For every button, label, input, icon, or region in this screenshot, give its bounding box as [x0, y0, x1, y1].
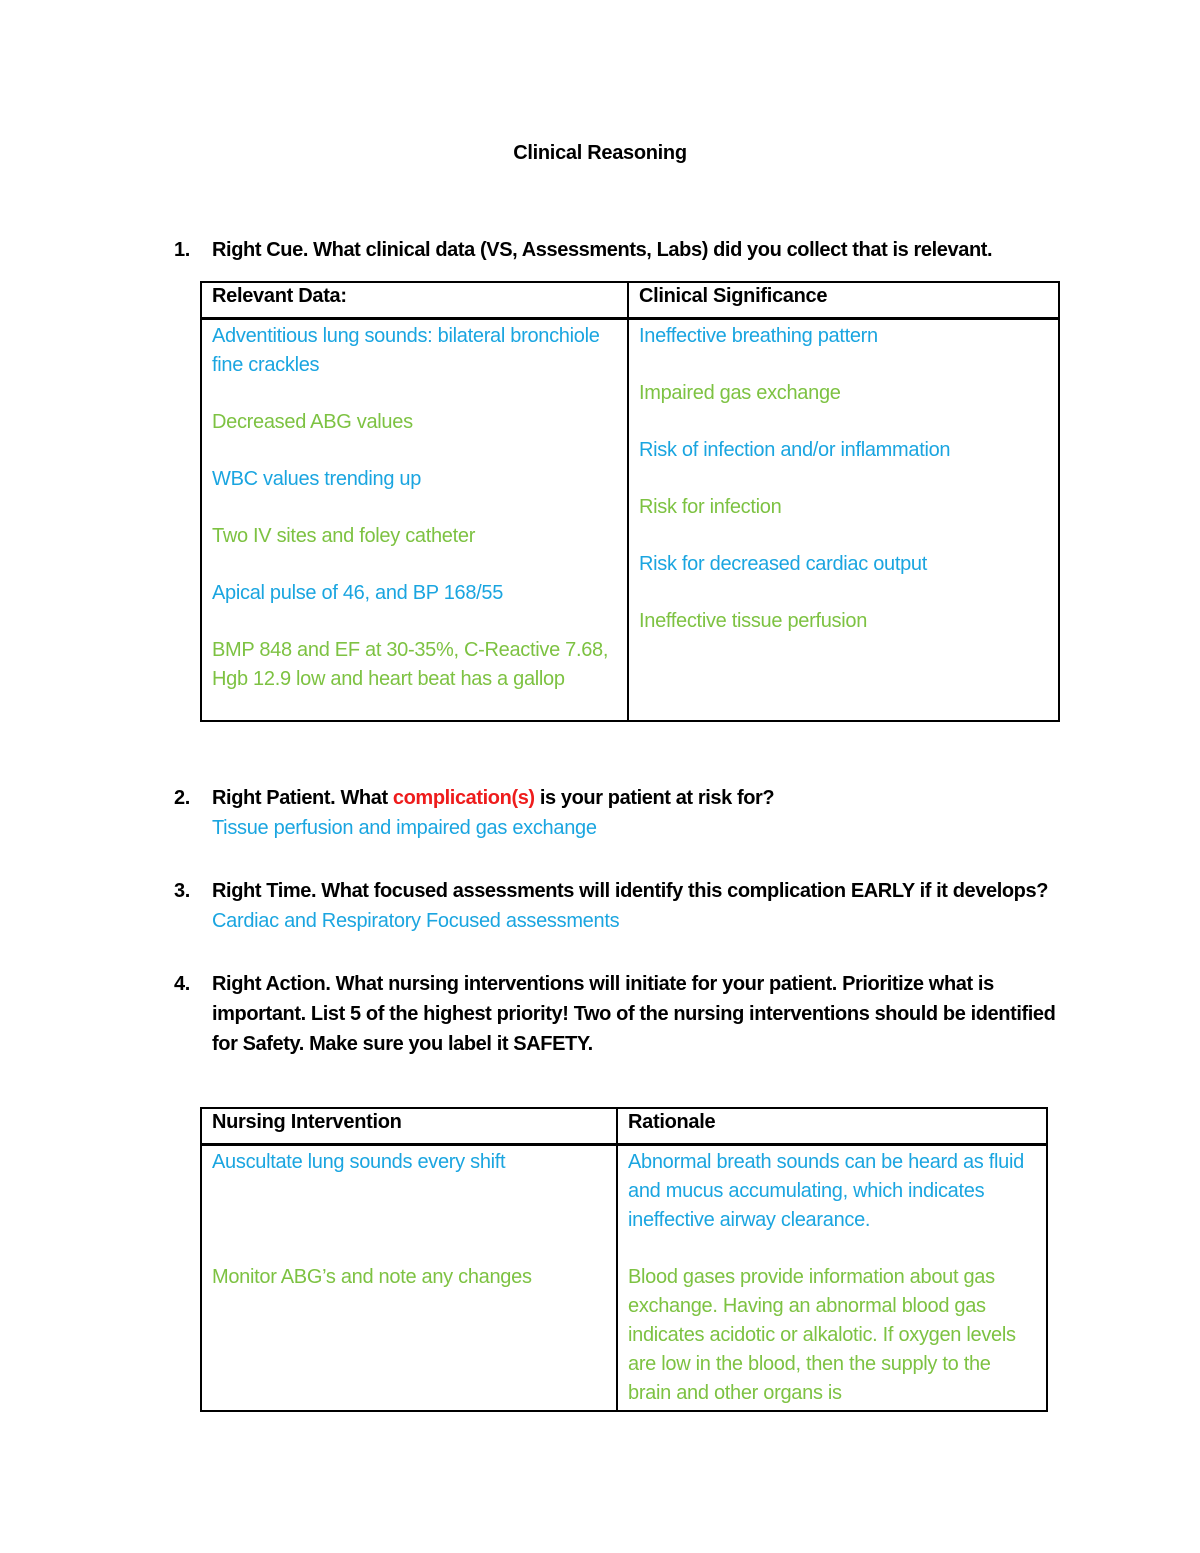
- question-text: Right Time. What focused assessments will identify this complication EARLY if it develops?: [212, 880, 1049, 902]
- intervention-cell: [201, 1145, 617, 1412]
- list-item: Ineffective tissue perfusion: [638, 610, 868, 632]
- list-item: Two IV sites and foley catheter: [212, 525, 476, 547]
- question-number: 3.: [174, 880, 190, 902]
- question-number: 1.: [174, 239, 190, 261]
- relevant-data-table: [200, 281, 1060, 722]
- list-item: Risk for infection: [638, 496, 782, 518]
- question-text: Right Action. What nursing interventions will initiate for your patient. Prioritize what is important. List 5 of the highest priority! Two of the nursing interventions should be identified for Safety. Make sure you label it SAFETY.: [212, 973, 1056, 1055]
- nursing-intervention-table: [200, 1107, 1048, 1412]
- list-item: Adventitious lung sounds: bilateral bronchiole fine crackles: [212, 325, 600, 376]
- column-header: Clinical Significance: [628, 282, 1059, 319]
- list-item: Risk of infection and/or inflammation: [638, 439, 951, 461]
- clinical-significance-cell: [628, 319, 1059, 722]
- column-header: Nursing Intervention: [201, 1108, 617, 1145]
- question-text: Right Patient. What complication(s) is your patient at risk for?: [212, 787, 775, 809]
- list-item: Ineffective breathing pattern: [638, 325, 878, 347]
- question-3: [174, 876, 1074, 936]
- list-item: Impaired gas exchange: [638, 382, 841, 404]
- answer-text: Tissue perfusion and impaired gas exchange: [212, 817, 597, 839]
- column-header: Relevant Data:: [201, 282, 628, 319]
- list-item: Risk for decreased cardiac output: [638, 553, 928, 575]
- column-header: Rationale: [617, 1108, 1047, 1145]
- list-item: Blood gases provide information about gas exchange. Having an abnormal blood gas indicates acidotic or alkalotic. If oxygen levels are low in the blood, then the supply to the brain and other organs is: [628, 1266, 1016, 1404]
- highlighted-term: complication(s): [392, 787, 535, 809]
- question-number: 2.: [174, 787, 190, 809]
- list-item: Monitor ABG’s and note any changes: [212, 1266, 532, 1288]
- relevant-data-cell: [201, 319, 628, 722]
- list-item: Decreased ABG values: [212, 411, 413, 433]
- rationale-cell: [617, 1145, 1047, 1412]
- list-item: Apical pulse of 46, and BP 168/55: [212, 582, 504, 604]
- question-2: [174, 783, 1074, 843]
- question-number: 4.: [174, 973, 190, 995]
- question-4: [174, 969, 1074, 1059]
- question-1: [174, 235, 1074, 265]
- table-header-row: [201, 1108, 1047, 1145]
- question-text: Right Cue. What clinical data (VS, Assessments, Labs) did you collect that is relevant.: [212, 239, 993, 261]
- table-row: [201, 1145, 1047, 1412]
- table-row: [201, 319, 1059, 722]
- list-item: BMP 848 and EF at 30-35%, C-Reactive 7.68, Hgb 12.9 low and heart beat has a gallop: [212, 639, 609, 690]
- page-title: Clinical Reasoning: [513, 142, 687, 164]
- table-header-row: [201, 282, 1059, 319]
- answer-text: Cardiac and Respiratory Focused assessments: [212, 910, 620, 932]
- list-item: WBC values trending up: [212, 468, 422, 490]
- list-item: Auscultate lung sounds every shift: [212, 1151, 506, 1173]
- list-item: Abnormal breath sounds can be heard as fluid and mucus accumulating, which indicates ineffective airway clearance.: [628, 1151, 1024, 1231]
